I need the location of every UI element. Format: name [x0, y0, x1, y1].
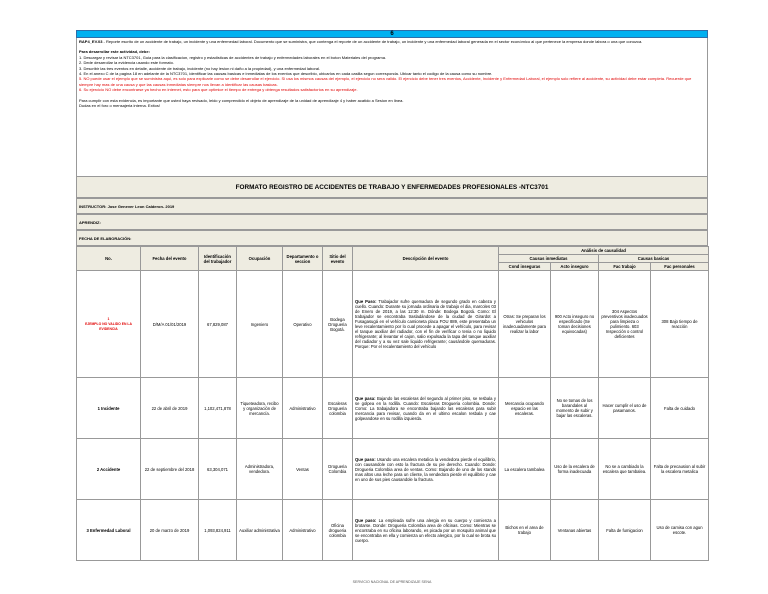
descripcion-como: Como: Bajando de uno de los stands mas altos una leche para un cliente, la vendedora pierde el equilibrio y cae en uno de sus pies causandole la fractura. [355, 466, 496, 482]
cell-sitio: Escaleras Drogueria colombia [323, 378, 353, 439]
cell-descripcion [353, 439, 499, 500]
cell-fac-trabajo: Falta de fumigacion [599, 500, 651, 561]
cell-acto-inseguro: Ventanas abiertas [551, 500, 599, 561]
cell-no: 1 EJEMPLO NO VALIDO EN LA EVIDENCIA [77, 271, 141, 378]
cell-cond-inseguras: Otras: Se preparan los vehiculos inadecuadamente para realizar la labor [499, 271, 551, 378]
instructions-block [76, 38, 708, 176]
instruction-step-1: 1. Descargar y revisar la NTC3701, Guia para la clasificacion, registro y estadisticas de accidentes de trabajo y enfermedades laborales en el boton Materiales del programa. [79, 54, 387, 60]
descripcion-que: La empleada sufre una alergia en su cuerpo y comienza a brotarse. [355, 517, 496, 528]
closing-help: Dudas en el foro o mensajeria interna. Exitos! [79, 103, 160, 109]
cell-sitio: Oficina drogueria colombia [323, 500, 353, 561]
header-ocupacion: Ocupación [237, 247, 283, 271]
cell-ocupacion: Administradora, vendedora. [237, 439, 283, 500]
cell-fac-personales: Falta de cuidado [651, 378, 709, 439]
events-table [76, 246, 709, 561]
cell-fac-personales: 308 Bajo tiempo de reacción [651, 271, 709, 378]
cell-departamento: Operativo [283, 271, 323, 378]
table-row [77, 271, 709, 378]
descripcion-que: Trabajador sufre quemadura de segundo grado en cabeza y cuello. [355, 299, 496, 309]
closing-note: Para cumplir con esta evidencia, es importante que usted haya revisado, leido y comprendido el objeto de aprendizaje de la unidad de aprendizaje 4 y haber acatido a Sesion en linea. [79, 97, 404, 103]
cell-id: 1,102,471,878 [199, 378, 237, 439]
cell-acto-inseguro: Uso de la escalera de forma inadecuada [551, 439, 599, 500]
page-number: 6 [390, 31, 394, 37]
table-row [77, 500, 709, 561]
cell-fecha: D/M/A 01/01/2019 [141, 271, 199, 378]
header-cond-inseguras: Cond inseguras [499, 263, 551, 271]
header-departamento: Departamento o seccion [283, 247, 323, 271]
cell-no: 2 Accidente [77, 439, 141, 500]
cell-departamento: Administrativo [283, 378, 323, 439]
descripcion-donde: Donde: Drogueria Colombia area de oficinas. [373, 522, 459, 528]
cell-fecha: 20 de marzo de 2019 [141, 500, 199, 561]
cell-ocupacion: Auxiliar administrativa [237, 500, 283, 561]
instruction-step-6: 6. Su ejercicio NO debe encontrarse ya hecho en internet, esto para que optimice el tiempo de entrega y obtenga resultados satisfactorios en su aprendizaje. [79, 87, 358, 93]
descripcion-donde: Donde: Drogueria Colombia area de ventas. [355, 461, 496, 472]
cell-sitio: Bodega Drogueria Bogotá. [323, 271, 353, 378]
cell-descripcion [353, 271, 499, 378]
descripcion-que: Bajando las escaleras del segundo al primer piso, se resbala y se golpea en la rodilla. [355, 395, 496, 406]
form-title: FORMATO REGISTRO DE ACCIDENTES DE TRABAJO Y ENFERMEDADES PROFESIONALES -NTC3701 [76, 176, 708, 198]
descripcion-cuando: Cuando: Escaleras Drogueria colombia. Donde: [403, 400, 497, 406]
descripcion-que_label: Que Paso: [355, 299, 377, 304]
cell-acto-inseguro: No se tomas de los barandales al momento de subir y bajar las escaleras. [551, 378, 599, 439]
cell-id: 63,304,071 [199, 439, 237, 500]
descripcion-que: Usando una escalera metalica la vendedora pierde el equilibrio, con causandole con esto la fractura de su pie derecho. [355, 456, 496, 467]
descripcion-como: Como: Mientras se encontraba en su oficina laborando, es picada por un mosquito animal que se encontraba en ella y comienza un efecto alergico, por lo cual se brota su cuerpo. [355, 522, 497, 543]
activity-code: RAP4_EV.03 [79, 39, 103, 44]
cell-departamento: Administrativo [283, 500, 323, 561]
cell-cond-inseguras: La escalera tambalea [499, 439, 551, 500]
cell-fecha: 22 de septiembre del 2018 [141, 439, 199, 500]
header-no: No. [77, 247, 141, 271]
cell-id: 67,829,087 [199, 271, 237, 378]
header-id: Identificación del trabajador [199, 247, 237, 271]
header-fac-trabajo: Fac trabajo [599, 263, 651, 271]
descripcion-como: Como: El trabajador se encontraba trasladándose de la ciudad de Girardot a Fusagasugá en el vehículo camioneta placa FOU 889, este presentaba un leve recalentamiento por lo cual procede a apagar el vehículo, para revisar el tanque auxiliar del radiador, con el fin de verificar o tenia o no liquido refrigerante; al levantar el cajon, salio expulsada la tapa del tanque auxiliar del radiador y a su vez sale liquido refrigerante; causándole quemaduras. [355, 309, 496, 344]
descripcion-porque: Porque: Por el recalentamiento del vehículo [355, 344, 437, 349]
descripcion-cuando: Cuando: [464, 461, 481, 467]
cell-fecha: 22 de abril de 2019 [141, 378, 199, 439]
header-fecha: Fecha del evento [141, 247, 199, 271]
cell-departamento: Ventas [283, 439, 323, 500]
header-descripcion: Descripción del evento [353, 247, 499, 271]
instructions-heading: Para desarrollar este actividad, debe: [79, 49, 150, 55]
instruction-step-5: 5. NO puede usar el ejemplo que se suministra aqui, es solo para explicarle como se debe desarrollar el ejercicio. Si usa los mismos causas del ejemplo, el ejercicio no sera valido. El ejercicio debe tener tres eventos, Accidente, Incidente y Enfermedad Laboral, el ejemplo solo refiere al accidente, su actividad debe estar completa. Recuerde que siempre hay mas de una causa y que las causas inmediatas siempre nos llevan a identificar las causas basicas. [79, 76, 692, 87]
cell-id: 1,093,824,911 [199, 500, 237, 561]
descripcion-cuando: Cuando: Durante su jornada ordinaria de trabajo el dia, marcoles 03 de Enero de 2019, a las 12:30 m. [355, 304, 496, 314]
header-fac-personales: Fac personales [651, 263, 709, 271]
cell-acto-inseguro: 900 Acto inseguro no especificado (Se toman decisiones equivocadas) [551, 271, 599, 378]
header-sitio: Sitio del evento [323, 247, 353, 271]
descripcion-que_label: Que pasa: [355, 395, 376, 401]
cell-sitio: Drogueria Colombia [323, 439, 353, 500]
descripcion-donde: Dónde: Bodega Bogotá. [427, 309, 476, 314]
instruction-step-2: 2. Dede desarrollar la evidencia usando este formato. [79, 60, 174, 66]
descripcion-como: Como: La trabajadora se encontraba bajando las escaleras para subir mercancia para revisar, cuando da en el ultimo escalon resbala y cae golpeandose en su rodilla izquierda. [355, 405, 496, 421]
cell-no: 1 Incidente [77, 378, 141, 439]
cell-fac-trabajo: 304 Aspectos preventivos inadecuados para limpieza o pulimiento. 603 Inspección o control deficientes [599, 271, 651, 378]
footer-text: SERVICIO NACIONAL DE APRENDIZAJE SENA [352, 580, 432, 584]
header-inmediatas: Causas inmediatas [499, 255, 599, 263]
cell-cond-inseguras: Bichos en el area de trabajo [499, 500, 551, 561]
cell-cond-inseguras: Mercancia ocupando espacio en las escaleras. [499, 378, 551, 439]
activity-description: - Reporte escrito de un accidente de trabajo, un incidente y una enfermedad laboral. Documento que se suministra, que contenga el reporte de un accidente de trabajo, un incidente y una enfermedad laboral generada en el sector económico al que pertenece la empresa donde labora o una que conozca. [102, 39, 643, 44]
cell-fac-trabajo: No se a cambiado la escalera que tambalea. [599, 439, 651, 500]
aprendiz-field: APRENDIZ: [76, 214, 708, 230]
table-row [77, 439, 709, 500]
cell-fac-trabajo: Hacer cumplir el uso de pasamanos. [599, 378, 651, 439]
cell-fac-personales: Uso de camisa con agun escote. [651, 500, 709, 561]
cell-no: 3 Enfermedad Laboral [77, 500, 141, 561]
fecha-elaboracion-field: FECHA DE ELABORACIÓN: [76, 230, 708, 246]
cell-ocupacion: Ingeniero [237, 271, 283, 378]
descripcion-que_label: Que paso: [355, 456, 376, 462]
cell-descripcion [353, 378, 499, 439]
cell-ocupacion: Tiqueteadora, recibo y organización de mercancía. [237, 378, 283, 439]
top-bar [76, 30, 708, 38]
table-header-row [77, 247, 709, 255]
descripcion-que_label: Que paso: [355, 517, 377, 523]
instruction-step-3: 3. Describir las tres eventos en detalle, accidente de trabajo, incidente (no hay lesion ni daño a la propiedad), y una enfermedad laboral. [79, 65, 321, 71]
header-acto-inseguro: Acto inseguro [551, 263, 599, 271]
header-basicas: Causas basicas [599, 255, 709, 263]
instruction-step-4: 4. En el anexo C de la pagina 18 en adelante de la NTC3701, identificar las causas basicas e inmediatas de los eventos que describio, ubicarlos en cada casilla segun corresponda. Ubicar tanto el codigo de la causa como su nombre. [79, 71, 493, 77]
instructor-field: INSTRUCTOR: Jose Genever Leon Calderon- 2019 [76, 198, 708, 214]
cell-fac-personales: Falta de precausion al subir la escalera metalica [651, 439, 709, 500]
table-row [77, 378, 709, 439]
header-analisis: Análisis de causalidad [499, 247, 709, 255]
cell-descripcion [353, 500, 499, 561]
